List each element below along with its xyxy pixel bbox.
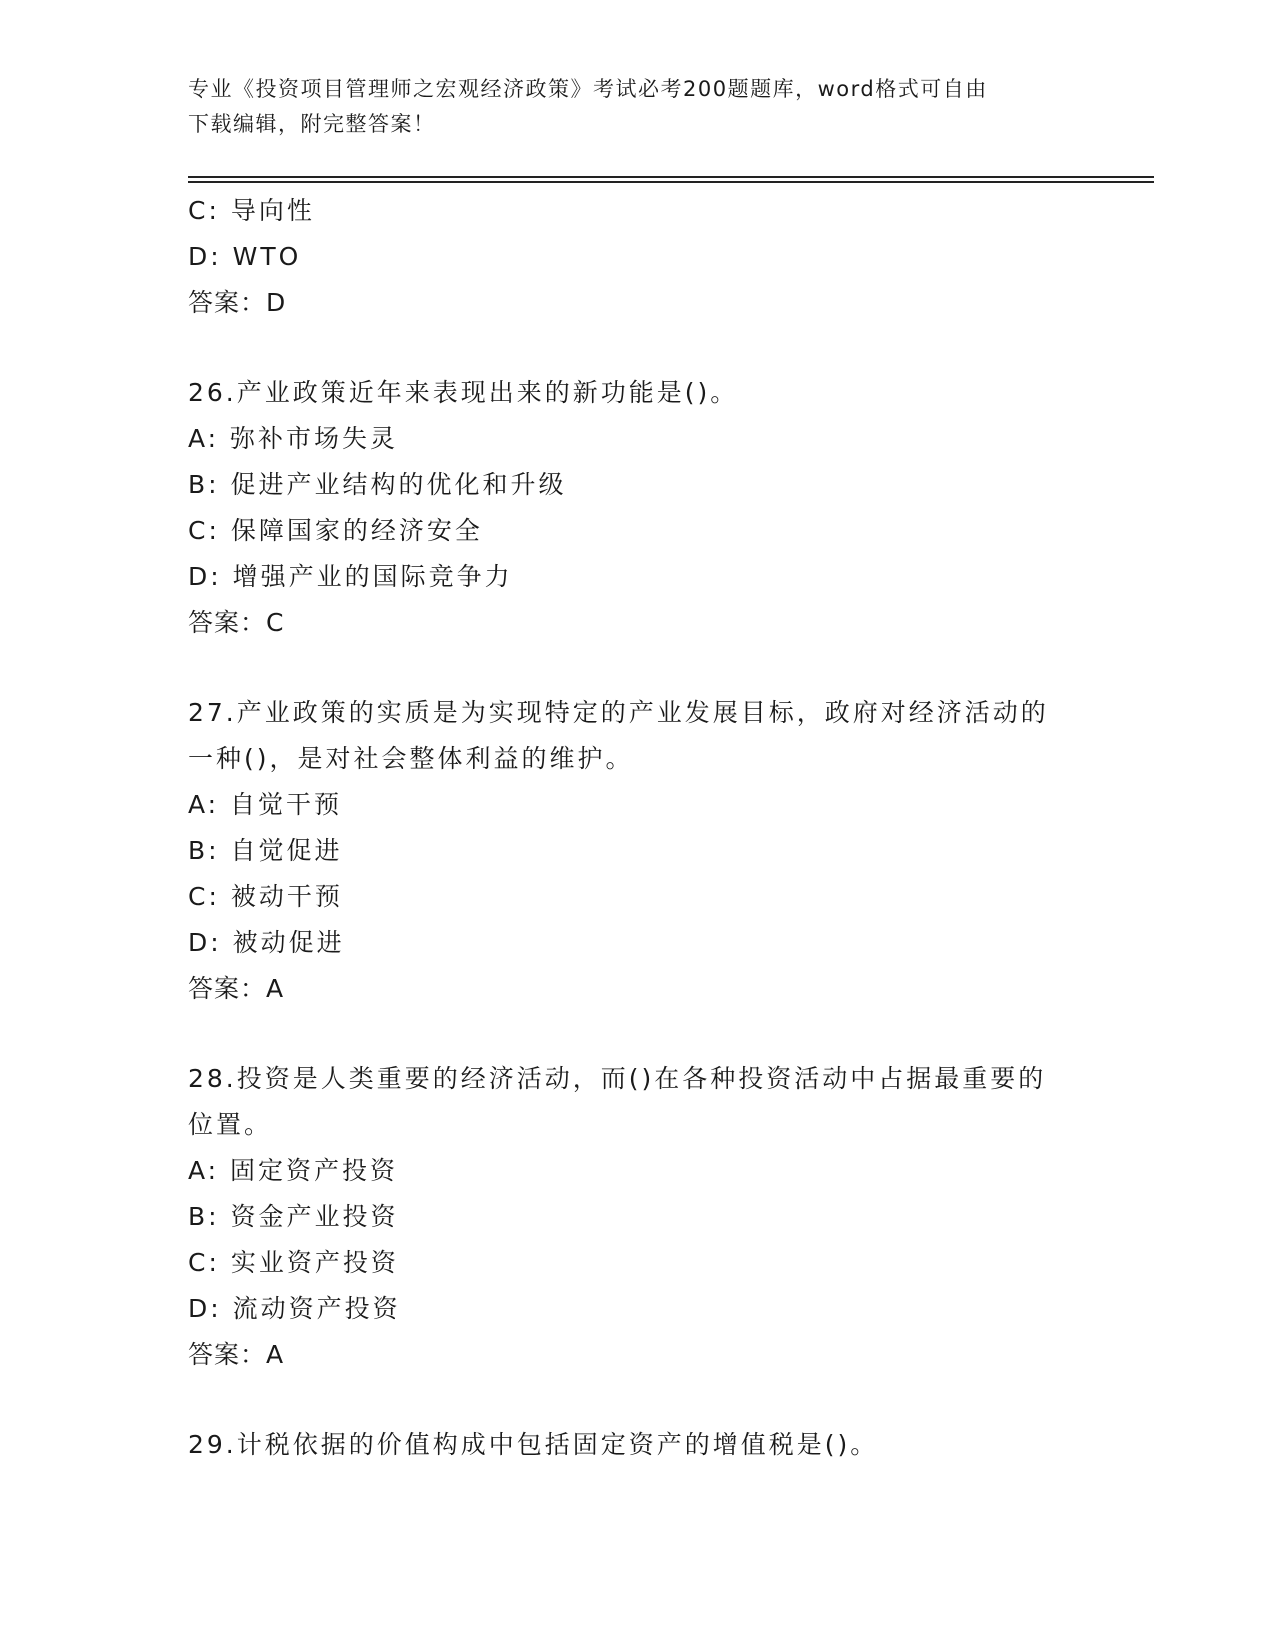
option-b: B: 自觉促进 — [188, 836, 343, 865]
spacer — [188, 1378, 1088, 1422]
answer-line: 答案：A — [188, 974, 285, 1003]
question-text: 26.产业政策近年来表现出来的新功能是()。 — [188, 378, 739, 407]
option-d: D: 被动促进 — [188, 928, 345, 957]
header-divider-bottom — [188, 181, 1154, 183]
option-b: B: 促进产业结构的优化和升级 — [188, 470, 567, 499]
option-c: C: 导向性 — [188, 196, 315, 225]
question-content — [188, 188, 1088, 1468]
spacer — [188, 646, 1088, 690]
spacer — [188, 326, 1088, 370]
question-text-continued: 位置。 — [188, 1110, 273, 1139]
answer-line: 答案：C — [188, 608, 285, 637]
spacer — [188, 1012, 1088, 1056]
option-d: D: 流动资产投资 — [188, 1294, 401, 1323]
question-text-continued: 一种()，是对社会整体利益的维护。 — [188, 744, 634, 773]
option-c: C: 实业资产投资 — [188, 1248, 399, 1277]
option-c: C: 保障国家的经济安全 — [188, 516, 483, 545]
carryover-block — [188, 188, 1088, 326]
option-b: B: 资金产业投资 — [188, 1202, 399, 1231]
question-text: 27.产业政策的实质是为实现特定的产业发展目标，政府对经济活动的 — [188, 698, 1049, 727]
answer-line: 答案：D — [188, 288, 287, 317]
header-line-2: 下载编辑，附完整答案！ — [188, 112, 436, 136]
option-d: D: WTO — [188, 242, 302, 271]
question-text: 29.计税依据的价值构成中包括固定资产的增值税是()。 — [188, 1430, 879, 1459]
option-a: A: 自觉干预 — [188, 790, 343, 819]
option-d: D: 增强产业的国际竞争力 — [188, 562, 513, 591]
option-a: A: 固定资产投资 — [188, 1156, 399, 1185]
question-29 — [188, 1422, 1088, 1468]
answer-line: 答案：A — [188, 1340, 285, 1369]
question-27 — [188, 690, 1088, 1012]
question-28 — [188, 1056, 1088, 1378]
question-text: 28.投资是人类重要的经济活动，而()在各种投资活动中占据最重要的 — [188, 1064, 1047, 1093]
page-header — [188, 72, 1088, 142]
option-a: A: 弥补市场失灵 — [188, 424, 399, 453]
question-26 — [188, 370, 1088, 646]
header-divider-top — [188, 176, 1154, 178]
option-c: C: 被动干预 — [188, 882, 343, 911]
header-line-1: 专业《投资项目管理师之宏观经济政策》考试必考200题题库，word格式可自由 — [188, 77, 988, 101]
